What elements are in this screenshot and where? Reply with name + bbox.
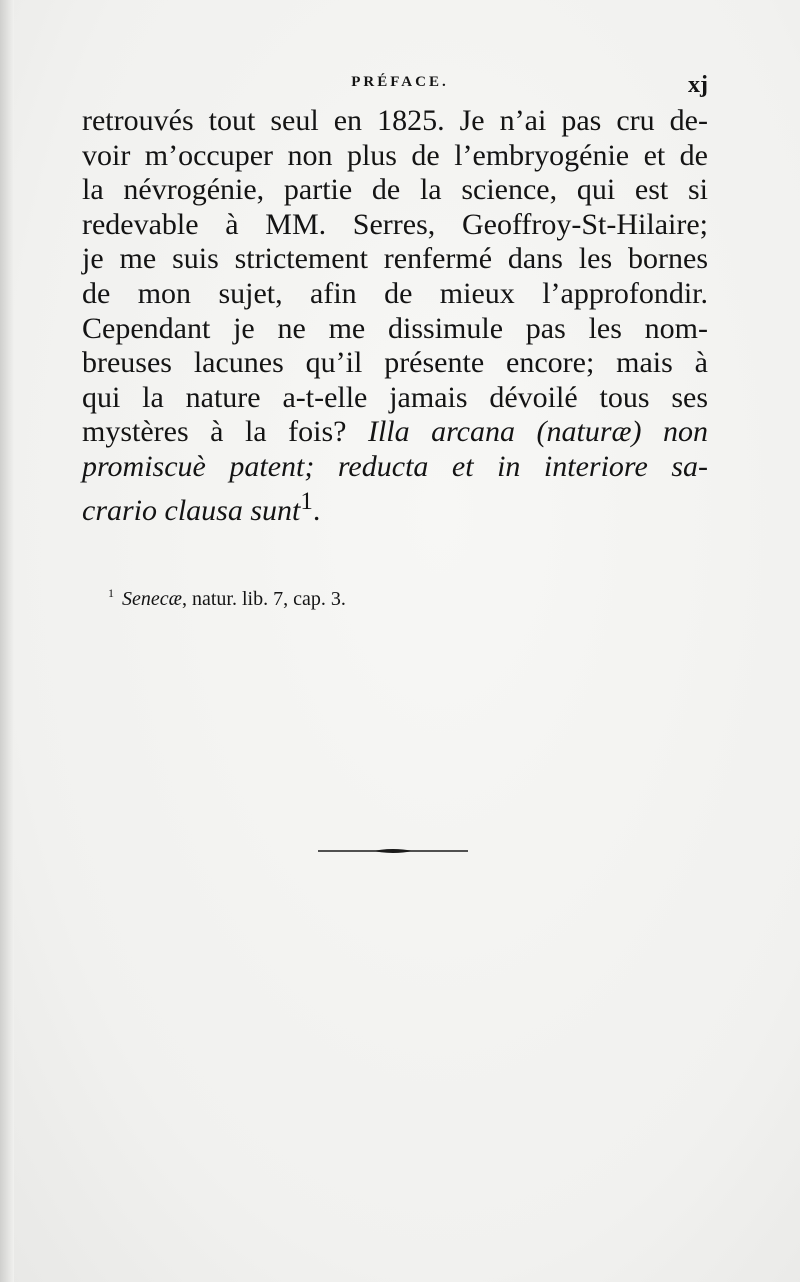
text-line: retrouvés tout seul en 1825. Je n’ai pas cru de- — [82, 104, 708, 137]
text-line — [82, 450, 708, 485]
text-line — [82, 415, 708, 450]
text-line: redevable à MM. Serres, Geoffroy-St-Hilaire; — [82, 207, 708, 241]
footnote-citation: , natur. lib. 7, cap. 3. — [181, 588, 346, 610]
latin-quote: crario clausa sunt — [82, 493, 301, 527]
text-line: Cependant je ne me dissimule pas les nom- — [82, 311, 708, 345]
footnote-reference: 1 — [300, 487, 313, 515]
page-edge — [0, 0, 14, 1282]
running-head: PRÉFACE. — [351, 74, 449, 90]
latin-quote: promiscuè patent; reducta et in interiore sa- — [82, 449, 708, 483]
text-line: voir m’occuper non plus de l’embryogénie et de — [82, 138, 708, 172]
text-line: je me suis strictement renfermé dans les bornes — [82, 242, 708, 276]
body-paragraph — [82, 104, 708, 528]
page-number: xj — [688, 72, 708, 98]
text-line: breuses lacunes qu’il présente encore; mais à — [82, 346, 708, 380]
text-line: qui la nature a-t-elle jamais dévoilé tous ses — [82, 380, 708, 414]
footnote — [108, 580, 708, 612]
footnote-marker: 1 — [108, 586, 114, 600]
text-line — [82, 485, 708, 529]
text-line: la névrogénie, partie de la science, qui est si — [82, 173, 708, 207]
final-period: . — [312, 493, 321, 527]
footnote-author: Senecæ — [122, 588, 182, 610]
latin-quote: Illa arcana (naturæ) non — [367, 415, 709, 449]
end-rule-ornament — [318, 842, 468, 860]
text-roman: mystères à la fois? — [82, 415, 347, 449]
text-line: de mon sujet, afin de mieux l’approfondir. — [82, 276, 708, 310]
